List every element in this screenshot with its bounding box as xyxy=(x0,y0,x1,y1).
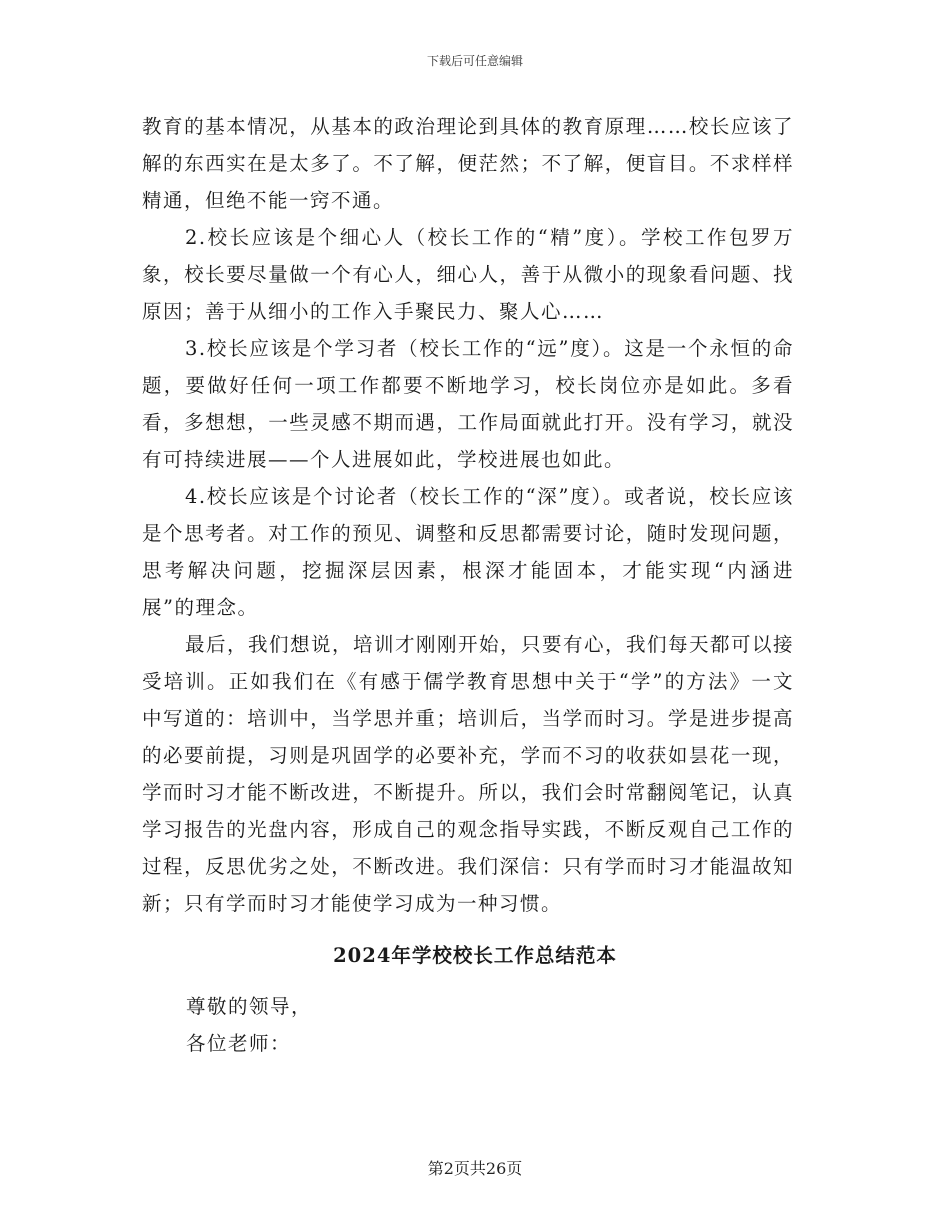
section-title: 2024年学校校长工作总结范本 xyxy=(333,944,617,967)
page-number: 第2页共26页 xyxy=(427,1159,523,1178)
page-header-note: 下载后可任意编辑 xyxy=(426,54,523,68)
body-text xyxy=(142,108,794,922)
paragraph-item-2: 2.校长应该是个细心人（校长工作的“精”度）。学校工作包罗万象，校长要尽量做一个有心人，细心人，善于从微小的现象看问题、找原因；善于从细小的工作入手聚民力、聚人心…… xyxy=(142,226,794,323)
paragraph-item-4: 4.校长应该是个讨论者（校长工作的“深”度）。或者说，校长应该是个思考者。对工作的预见、调整和反思都需要讨论，随时发现问题，思考解决问题，挖掘深层因素，根深才能固本，才能实现“内涵进展”的理念。 xyxy=(142,485,794,619)
paragraph-conclusion: 最后，我们想说，培训才刚刚开始，只要有心，我们每天都可以接受培训。正如我们在《有感于儒学教育思想中关于“学”的方法》一文中写道的：培训中，当学思并重；培训后，当学而时习。学是进步提高的必要前提，习则是巩固学的必要补充，学而不习的收获如昙花一现，学而时习才能不断改进，不断提升。所以，我们会时常翻阅笔记，认真学习报告的光盘内容，形成自己的观念指导实践，不断反观自己工作的过程，反思优劣之处，不断改进。我们深信：只有学而时习才能温故知新；只有学而时习才能使学习成为一种习惯。 xyxy=(142,633,795,915)
paragraph-item-3: 3.校长应该是个学习者（校长工作的“远”度）。这是一个永恒的命题，要做好任何一项工作都要不断地学习，校长岗位亦是如此。多看看，多想想，一些灵感不期而遇，工作局面就此打开。没有学习，就没有可持续进展——个人进展如此，学校进展也如此。 xyxy=(142,337,794,471)
salutation xyxy=(186,988,312,1062)
salutation-line-1: 尊敬的领导， xyxy=(186,995,313,1018)
salutation-line-2: 各位老师： xyxy=(186,1032,292,1055)
paragraph-continuation: 教育的基本情况，从基本的政治理论到具体的教育原理……校长应该了解的东西实在是太多了。不了解，便茫然；不了解，便盲目。不求样样精通，但绝不能一窍不通。 xyxy=(142,115,794,212)
